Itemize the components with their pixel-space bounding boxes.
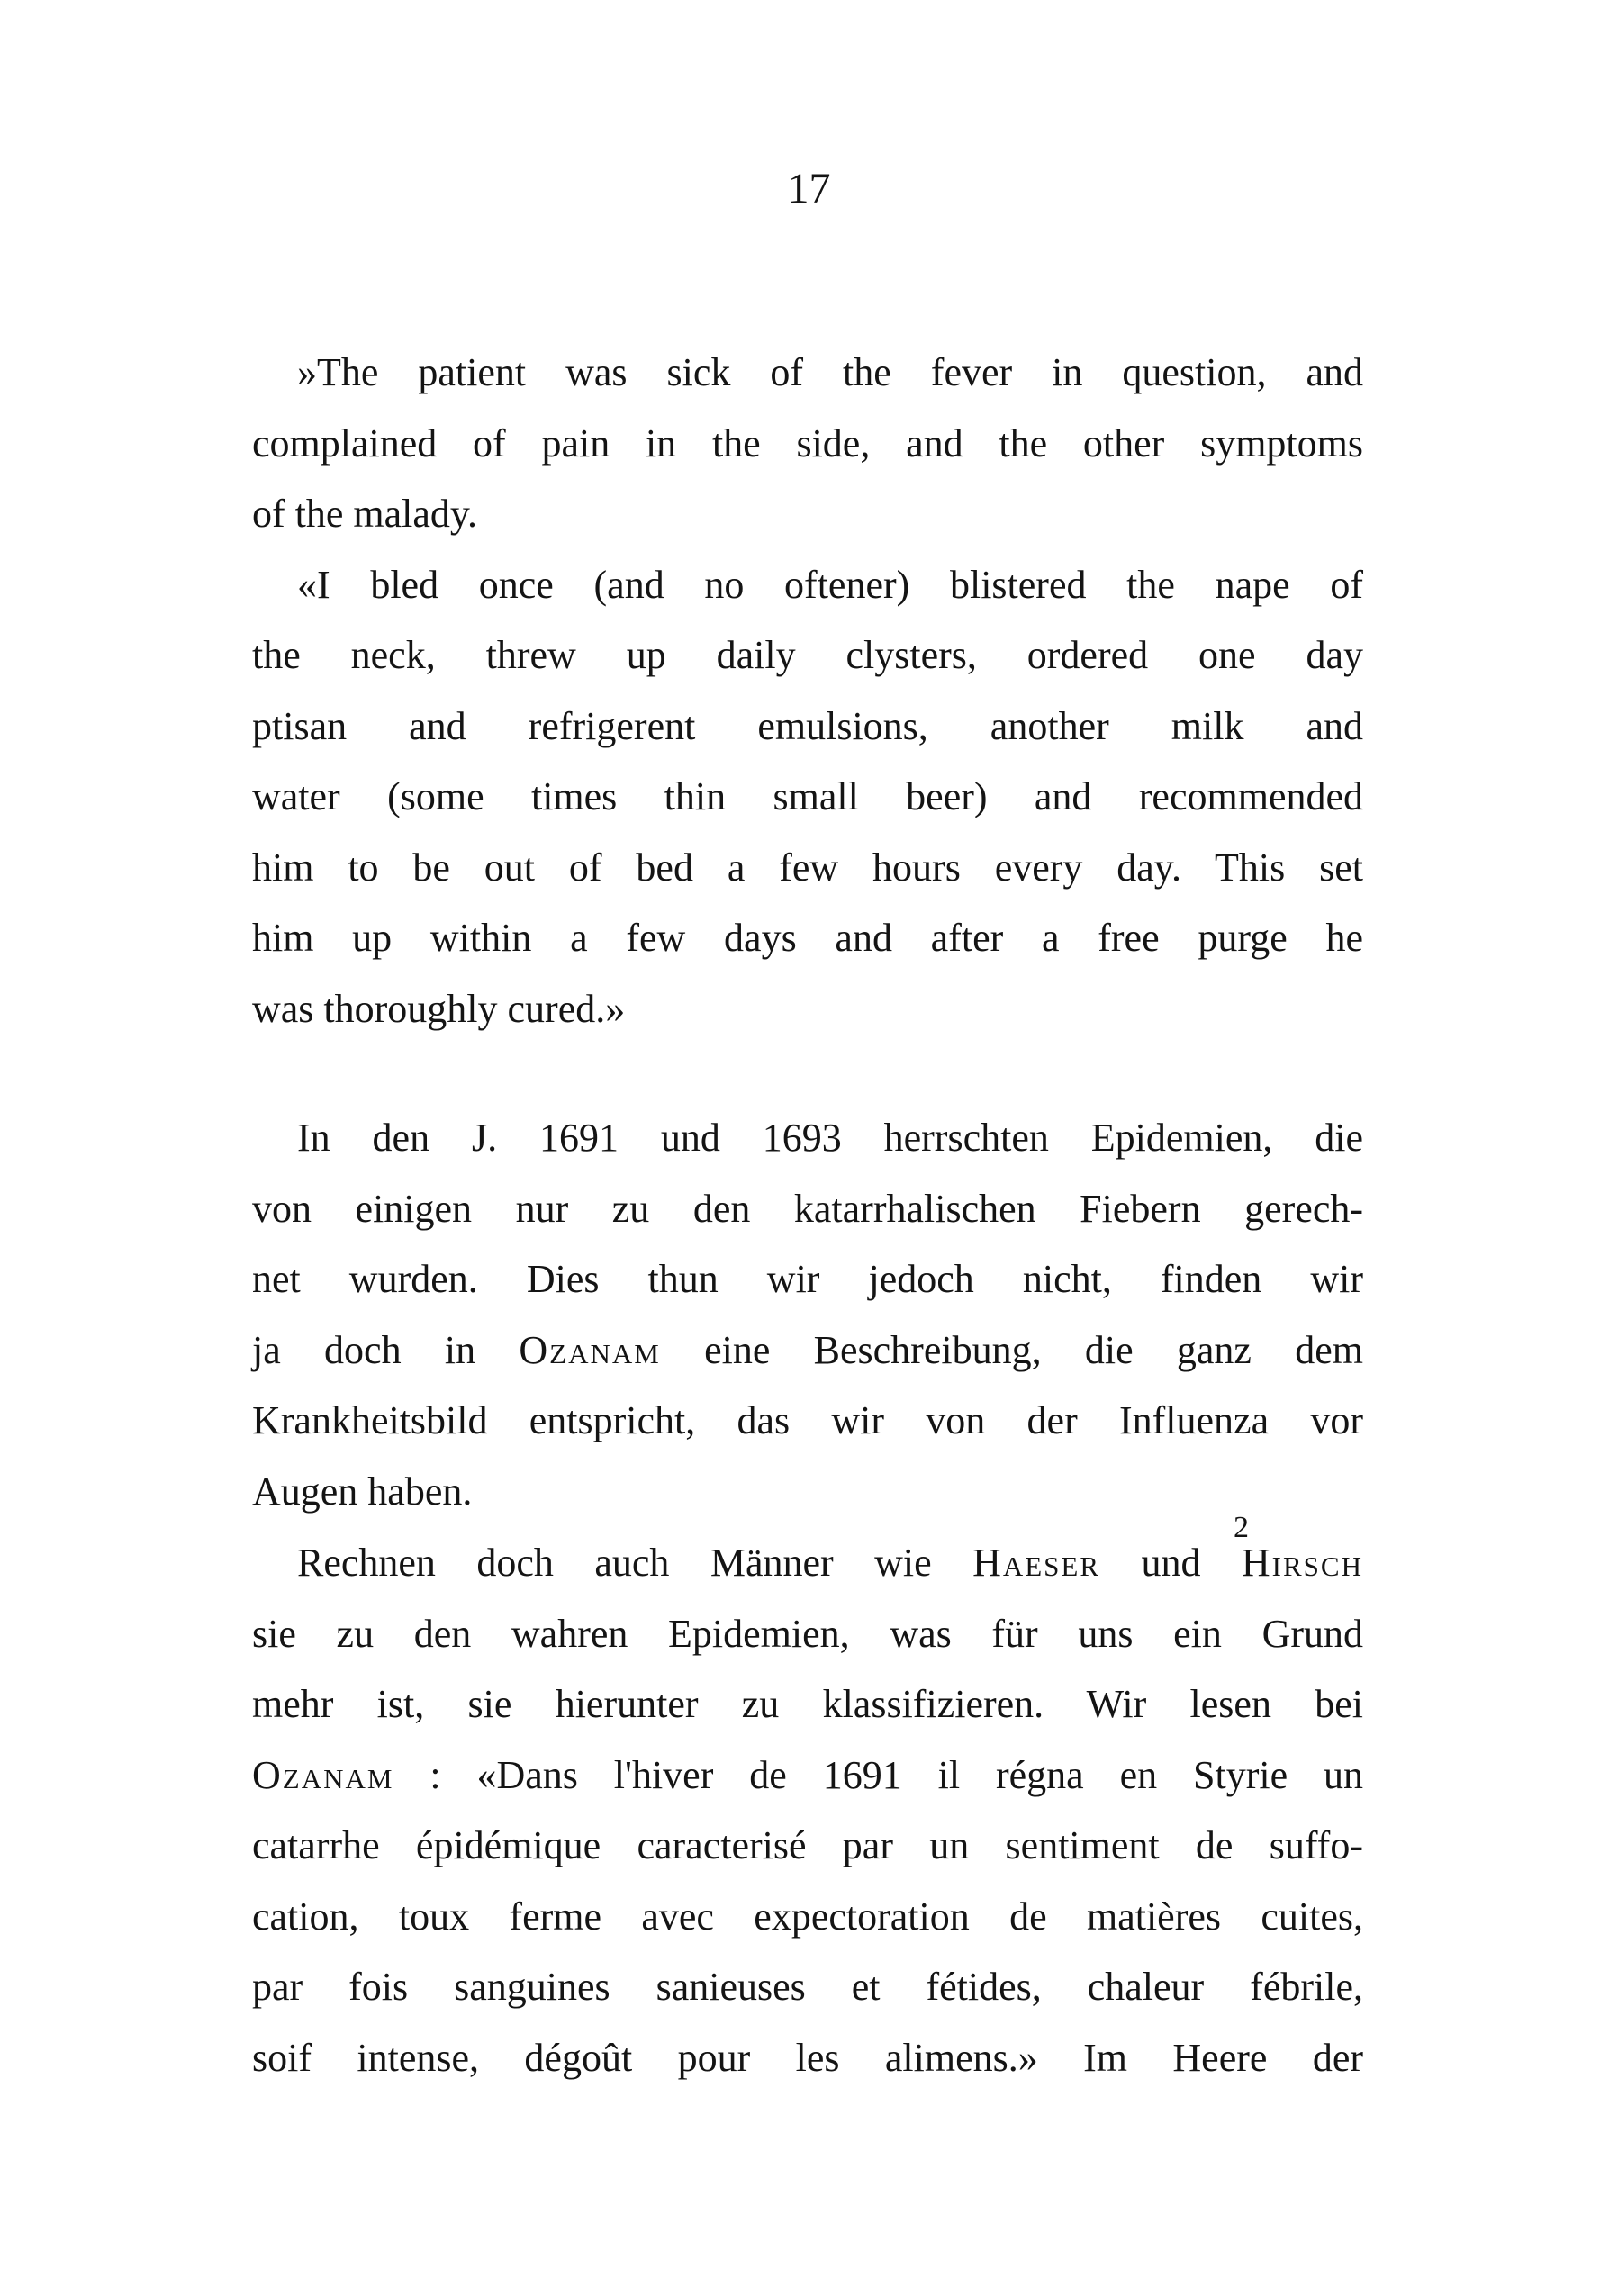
author-name: Haeser xyxy=(972,1541,1101,1585)
paragraph-line: net wurden. Dies thun wir jedoch nicht, finden wir xyxy=(252,1257,1363,1301)
paragraph-line: catarrhe épidémique caracterisé par un sentiment de suffo- xyxy=(252,1823,1363,1867)
paragraph-line: mehr ist, sie hierunter zu klassifizieren. Wir lesen bei xyxy=(252,1682,1363,1726)
quote-line: him to be out of bed a few hours every day. This set xyxy=(252,845,1363,890)
paragraph-line: Krankheitsbild entspricht, das wir von der Influenza vor xyxy=(252,1398,1363,1442)
quote-line: «I bled once (and no oftener) blistered the nape of xyxy=(297,562,1363,607)
sheet-signature-mark: 2 xyxy=(1234,1511,1249,1544)
quote-line: ptisan and refrigerent emulsions, another milk and xyxy=(252,703,1363,748)
paragraph-line: par fois sanguines sanieuses et fétides, chaleur fébrile, xyxy=(252,1965,1363,2009)
paragraph-line: In den J. 1691 und 1693 herrschten Epidemien, die xyxy=(297,1116,1363,1160)
quote-line: was thoroughly cured.» xyxy=(252,986,626,1031)
paragraph-line xyxy=(252,1315,1363,1387)
author-name: Ozanam xyxy=(519,1327,661,1372)
quote-line: the neck, threw up daily clysters, ordered one day xyxy=(252,633,1363,677)
quote-line: complained of pain in the side, and the other symptoms xyxy=(252,420,1363,466)
paragraph-line: Augen haben. xyxy=(252,1469,473,1514)
author-name: Hirsch xyxy=(1241,1541,1363,1585)
text-run: Rechnen doch auch Männer wie xyxy=(297,1541,973,1585)
text-run: eine Beschreibung, die ganz dem xyxy=(660,1327,1363,1372)
paragraph-line xyxy=(252,1528,1363,1599)
paragraph-epidemics xyxy=(252,1103,1363,1527)
text-run: : «Dans l'hiver de 1691 il régna en Styrie un xyxy=(393,1752,1363,1797)
text-run: ja doch in xyxy=(252,1327,520,1372)
page-number: 17 xyxy=(787,165,831,212)
text-run: und xyxy=(1100,1541,1242,1585)
quote-block xyxy=(252,338,1363,1044)
paragraph-line: von einigen nur zu den katarrhalischen Fiebern gerech- xyxy=(252,1186,1363,1231)
paragraph-line xyxy=(252,1740,1363,1812)
paragraph-line: cation, toux ferme avec expectoration de matières cuites, xyxy=(252,1894,1363,1939)
paragraph-classification xyxy=(252,1528,1363,2093)
paragraph-line: soif intense, dégoût pour les alimens.» Im Heere der xyxy=(252,2035,1363,2080)
quote-line: of the malady. xyxy=(252,492,478,536)
quote-line: »The patient was sick of the fever in question, and xyxy=(297,350,1363,394)
author-name: Ozanam xyxy=(252,1752,394,1797)
paragraph-line: sie zu den wahren Epidemien, was für uns ein Grund xyxy=(252,1611,1363,1656)
quote-line: him up within a few days and after a free purge he xyxy=(252,916,1363,960)
quote-line: water (some times thin small beer) and recommended xyxy=(252,774,1363,818)
